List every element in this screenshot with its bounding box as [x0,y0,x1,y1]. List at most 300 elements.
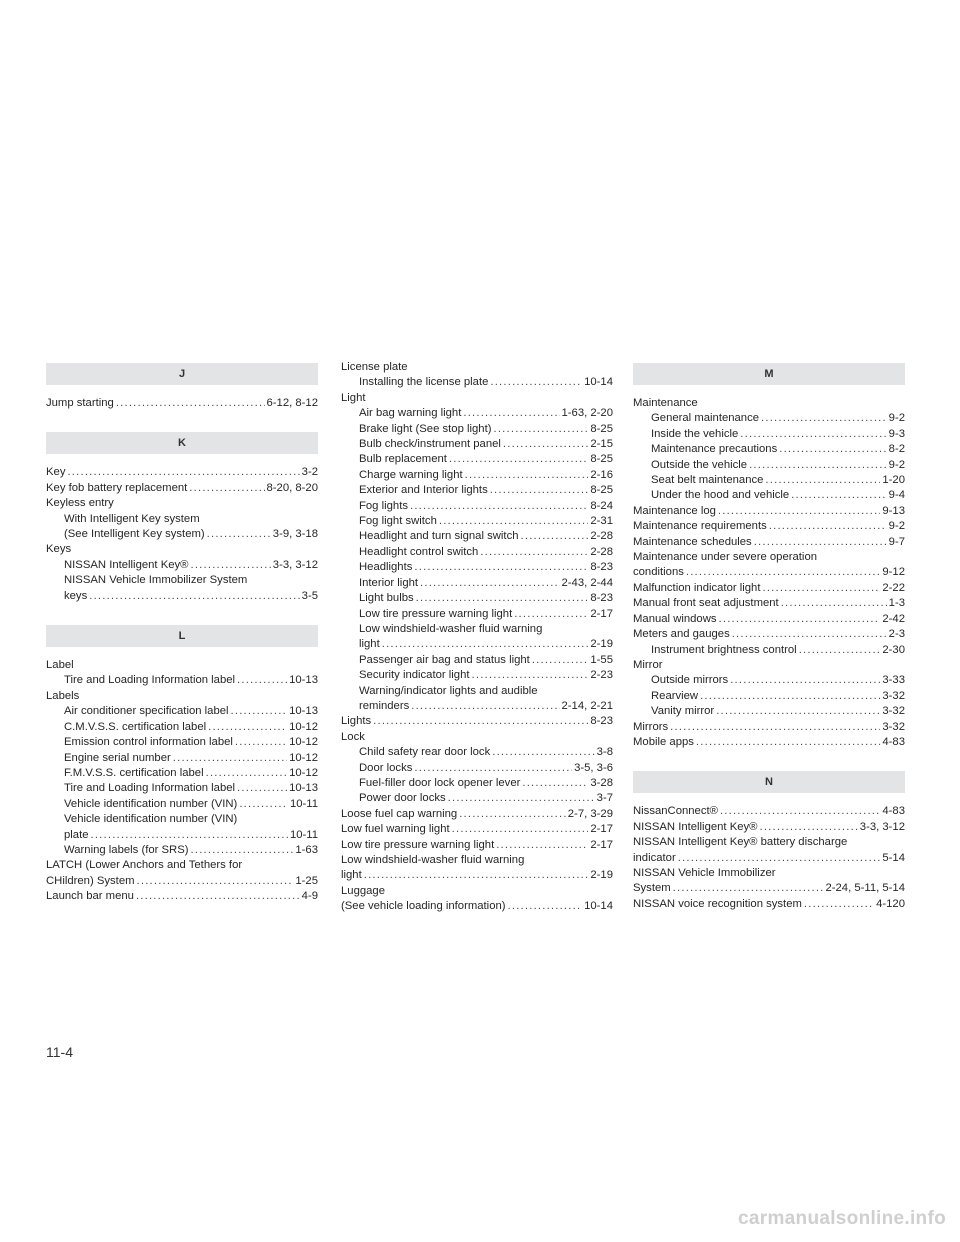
dot-leader [173,751,287,766]
index-entry-label: Labels [46,689,80,702]
watermark-text: carmanualsonline.info [738,1208,946,1229]
dot-leader [235,735,287,750]
index-subentry [341,406,613,421]
dot-leader [490,483,589,498]
dot-leader [465,468,589,483]
entry-text: Low fuel warning light [341,823,450,836]
entry-text: Door locks [359,761,413,774]
dot-leader [207,527,271,542]
index-entry-label: Keyless entry [46,497,114,510]
index-subentry [633,427,905,442]
dot-leader [416,591,589,606]
entry-page-ref: 8-23 [590,592,613,605]
dot-leader [116,396,265,411]
index-entry [633,612,905,627]
index-entry-label: Maintenance [633,397,698,409]
dot-leader [700,689,880,704]
index-entry [633,581,905,596]
dot-leader [492,745,594,760]
dot-leader [670,720,880,735]
dot-leader [490,375,582,390]
entry-page-ref: 10-13 [289,705,318,718]
entry-text: Manual windows [633,612,717,625]
index-entry-label: Low windshield-washer fluid warning [341,854,525,866]
index-subentry [341,776,613,791]
entry-text: Meters and gauges [633,628,730,641]
entry-page-ref: 3-8 [596,746,613,759]
entry-text: Engine serial number [64,751,171,764]
entry-text: Maintenance precautions [651,443,778,456]
index-subentry [341,468,613,483]
entry-page-ref: 4-120 [876,897,905,910]
dot-leader [414,560,588,575]
dot-leader [231,704,288,719]
entry-page-ref: 6-12, 8-12 [266,397,318,409]
index-subentry-label: Vehicle identification number (VIN) [64,813,238,826]
entry-page-ref: 3-28 [590,776,613,789]
entry-text: Vehicle identification number (VIN) [64,797,238,810]
dot-leader [716,704,880,719]
entry-text: Loose fuel cap warning [341,807,458,820]
dot-leader [439,514,589,529]
index-entry [633,627,905,642]
index-subentry-label: Warning/indicator lights and audible [359,684,538,697]
dot-leader [239,797,288,812]
entry-text: (See Intelligent Key system) [64,528,205,541]
dot-leader [480,545,588,560]
entry-page-ref: 8-25 [590,484,613,497]
entry-page-ref: 2-42 [882,612,905,625]
dot-leader [189,481,264,496]
entry-page-ref: 2-7, 3-29 [567,807,613,820]
dot-leader [762,581,880,596]
index-entry [341,868,613,883]
entry-text: Passenger air bag and status light [359,653,530,666]
index-entry [46,465,318,480]
entry-text: Outside mirrors [651,674,729,687]
index-letter-heading: K [46,432,318,454]
index-entry [633,519,905,534]
entry-page-ref: 1-25 [295,874,318,887]
entry-page-ref: 3-5 [301,589,318,602]
entry-text: Launch bar menu [46,890,134,903]
index-entry-label: Label [46,659,74,672]
entry-text: keys [64,589,88,602]
entry-text: NissanConnect® [633,805,718,818]
dot-leader [769,519,887,534]
entry-text: Emission control information label [64,736,233,749]
dot-leader [410,499,588,514]
entry-page-ref: 5-14 [882,851,905,864]
index-subentry [46,797,318,812]
entry-page-ref: 8-23 [590,561,613,574]
index-subentry [341,514,613,529]
entry-text: Security indicator light [359,669,470,682]
index-subentry [46,735,318,750]
index-subentry [46,781,318,796]
entry-page-ref: 2-17 [590,823,613,836]
index-entry-label: LATCH (Lower Anchors and Tethers for [46,859,243,872]
index-subentry [341,529,613,544]
entry-text: indicator [633,851,676,864]
entry-text: Under the hood and vehicle [651,489,790,502]
entry-page-ref: 3-32 [882,689,905,702]
entry-page-ref: 2-19 [590,869,613,882]
dot-leader [719,612,881,627]
entry-text: C.M.V.S.S. certification label [64,720,207,733]
index-entry-label: NISSAN Intelligent Key® battery discharge [633,836,848,849]
entry-page-ref: 1-55 [590,653,613,666]
entry-text: CHildren) System [46,874,135,887]
index-subentry [46,720,318,735]
index-subentry [46,828,318,843]
index-entry [46,874,318,889]
entry-text: Key [46,466,66,479]
entry-text: Seat belt maintenance [651,474,764,487]
index-entry [46,396,318,411]
index-column-middle [341,360,613,915]
dot-leader [791,488,887,503]
index-subentry [341,653,613,668]
entry-text: Instrument brightness control [651,643,797,656]
index-subentry [46,527,318,542]
entry-page-ref: 10-13 [289,674,318,687]
entry-text: Light bulbs [359,592,414,605]
entry-text: NISSAN Intelligent Key® [64,558,189,571]
index-entry [46,889,318,904]
entry-page-ref: 3-3, 3-12 [859,820,905,833]
entry-text: conditions [633,566,684,579]
entry-page-ref: 2-15 [590,438,613,451]
entry-text: Maintenance schedules [633,535,752,548]
dot-leader [208,720,287,735]
dot-leader [89,589,299,604]
dot-leader [522,776,588,791]
index-subentry [46,751,318,766]
dot-leader [364,868,589,883]
index-subentry [46,673,318,688]
index-subentry [633,488,905,503]
dot-leader [804,897,874,912]
index-subentry [633,704,905,719]
entry-page-ref: 8-25 [590,453,613,466]
dot-leader [91,828,288,843]
dot-leader [463,406,559,421]
entry-text: Mirrors [633,720,669,733]
index-entry [633,820,905,835]
index-entry-label: NISSAN Vehicle Immobilizer [633,866,776,879]
index-subentry [341,483,613,498]
dot-leader [382,637,589,652]
dot-leader [521,529,589,544]
entry-page-ref: 2-17 [590,607,613,620]
dot-leader [696,735,880,750]
entry-page-ref: 10-12 [289,736,318,749]
entry-text: Bulb check/instrument panel [359,438,501,451]
dot-leader [732,627,887,642]
index-subentry [341,791,613,806]
entry-page-ref: 3-9, 3-18 [272,528,318,541]
index-subentry [341,637,613,652]
entry-text: (See vehicle loading information) [341,900,506,913]
index-subentry-label: Low windshield-washer fluid warning [359,622,543,635]
entry-page-ref: 8-20, 8-20 [266,481,318,494]
entry-page-ref: 10-12 [289,720,318,733]
entry-page-ref: 9-12 [882,566,905,579]
index-subentry [341,761,613,776]
index-letter-heading: N [633,771,905,793]
entry-page-ref: 3-7 [596,792,613,805]
dot-leader [779,442,886,457]
entry-page-ref: 9-7 [888,535,905,548]
dot-leader [459,807,566,822]
entry-page-ref: 2-24, 5-11, 5-14 [825,882,905,895]
index-subentry [341,591,613,606]
page-number: 11-4 [46,1044,73,1060]
entry-text: Bulb replacement [359,453,447,466]
dot-leader [749,458,887,473]
entry-page-ref: 1-63, 2-20 [561,407,613,420]
index-entry [633,851,905,866]
entry-text: Vanity mirror [651,705,715,718]
dot-leader [448,791,595,806]
index-column-left [46,360,318,905]
entry-page-ref: 2-22 [882,581,905,594]
index-entry [633,735,905,750]
entry-page-ref: 2-3 [888,628,905,641]
index-subentry-label: NISSAN Vehicle Immobilizer System [64,574,248,587]
entry-text: reminders [359,699,410,712]
entry-text: Air bag warning light [359,407,462,420]
dot-leader [503,437,588,452]
dot-leader [678,851,881,866]
index-subentry [341,452,613,467]
dot-leader [420,576,559,591]
entry-text: Fuel-filler door lock opener lever [359,776,521,789]
entry-text: Interior light [359,576,419,589]
dot-leader [191,843,294,858]
entry-text: Brake light (See stop light) [359,422,492,435]
entry-text: Maintenance requirements [633,520,767,533]
entry-page-ref: 9-4 [888,489,905,502]
index-letter-heading: M [633,363,905,385]
section-gap [633,750,905,768]
index-subentry [633,458,905,473]
index-entry-label: Maintenance under severe operation [633,551,818,564]
entry-page-ref: 10-12 [289,766,318,779]
index-subentry [341,499,613,514]
index-entry-label: Luggage [341,884,385,897]
entry-page-ref: 4-9 [301,890,318,903]
index-subentry [46,558,318,573]
entry-text: Charge warning light [359,468,463,481]
section-gap [46,604,318,622]
index-entry-label: Light [341,391,366,404]
entry-page-ref: 2-16 [590,468,613,481]
dot-leader [373,714,588,729]
index-subentry [341,545,613,560]
entry-page-ref: 10-13 [289,782,318,795]
entry-text: Fog lights [359,499,408,512]
dot-leader [720,804,880,819]
dot-leader [765,473,880,488]
entry-page-ref: 8-25 [590,422,613,435]
entry-page-ref: 2-14, 2-21 [561,699,613,712]
entry-page-ref: 3-2 [301,466,318,479]
index-subentry-label: With Intelligent Key system [64,512,200,525]
entry-text: Maintenance log [633,504,716,517]
dot-leader [673,881,824,896]
entry-text: Mobile apps [633,735,694,748]
entry-text: Fog light switch [359,515,437,528]
entry-page-ref: 3-33 [882,674,905,687]
dot-leader [67,465,299,480]
entry-text: General maintenance [651,412,760,425]
entry-page-ref: 9-2 [888,458,905,471]
entry-text: Tire and Loading Information label [64,674,236,687]
entry-text: Low tire pressure warning light [359,607,513,620]
entry-text: light [359,638,380,651]
dot-leader [449,452,588,467]
index-subentry [341,576,613,591]
index-entry-label: Keys [46,543,72,556]
entry-page-ref: 9-2 [888,520,905,533]
dot-leader [761,411,887,426]
index-entry [633,720,905,735]
index-subentry [633,411,905,426]
index-entry-label: License plate [341,361,408,373]
entry-page-ref: 10-14 [584,900,613,913]
entry-text: plate [64,828,89,841]
index-subentry [46,843,318,858]
index-subentry [341,668,613,683]
dot-leader [740,427,886,442]
entry-text: Tire and Loading Information label [64,782,236,795]
dot-leader [414,761,572,776]
entry-text: Headlights [359,561,413,574]
index-entry [46,481,318,496]
dot-leader [496,838,588,853]
index-subentry [341,607,613,622]
entry-page-ref: 3-32 [882,705,905,718]
entry-page-ref: 2-31 [590,515,613,528]
entry-page-ref: 10-12 [289,751,318,764]
entry-text: Warning labels (for SRS) [64,843,189,856]
dot-leader [760,820,858,835]
index-entry [341,838,613,853]
entry-page-ref: 2-43, 2-44 [561,576,613,589]
dot-leader [237,673,287,688]
entry-page-ref: 4-83 [882,805,905,818]
dot-leader [686,565,881,580]
dot-leader [508,899,583,914]
entry-text: System [633,882,671,895]
index-subentry [341,560,613,575]
index-subentry [341,437,613,452]
entry-page-ref: 2-17 [590,838,613,851]
dot-leader [452,822,589,837]
entry-page-ref: 9-2 [888,412,905,425]
entry-page-ref: 2-19 [590,638,613,651]
entry-page-ref: 10-11 [289,828,318,841]
entry-text: Key fob battery replacement [46,481,188,494]
index-entry [341,899,613,914]
index-column-right [633,360,905,912]
index-subentry [46,704,318,719]
entry-text: Headlight control switch [359,545,479,558]
dot-leader [206,766,287,781]
index-subentry [633,442,905,457]
entry-text: Installing the license plate [359,376,489,389]
entry-page-ref: 2-28 [590,530,613,543]
index-letter-heading: L [46,625,318,647]
index-entry [633,535,905,550]
entry-text: Child safety rear door lock [359,746,491,759]
dot-leader [136,889,300,904]
entry-text: light [341,869,362,882]
entry-page-ref: 2-28 [590,545,613,558]
dot-leader [472,668,589,683]
index-entry [633,504,905,519]
entry-page-ref: 8-2 [888,443,905,456]
dot-leader [514,607,588,622]
entry-text: Power door locks [359,792,446,805]
index-entry [341,714,613,729]
dot-leader [494,422,589,437]
entry-text: Low tire pressure warning light [341,838,495,851]
entry-page-ref: 1-20 [882,474,905,487]
entry-text: Lights [341,715,372,728]
index-entry [633,881,905,896]
entry-page-ref: 9-3 [888,427,905,440]
index-letter-heading: J [46,363,318,385]
index-entry [633,804,905,819]
index-subentry [633,473,905,488]
entry-text: Outside the vehicle [651,458,748,471]
entry-page-ref: 3-5, 3-6 [574,761,613,774]
index-subentry [341,699,613,714]
entry-page-ref: 8-24 [590,499,613,512]
dot-leader [411,699,559,714]
entry-page-ref: 1-3 [888,597,905,610]
index-subentry [46,589,318,604]
entry-page-ref: 10-11 [289,797,318,810]
entry-page-ref: 8-23 [590,715,613,728]
entry-page-ref: 9-13 [882,504,905,517]
dot-leader [237,781,287,796]
index-entry [633,897,905,912]
entry-text: F.M.V.S.S. certification label [64,766,204,779]
entry-text: Jump starting [46,397,114,409]
index-entry [633,596,905,611]
entry-text: Inside the vehicle [651,427,739,440]
index-subentry [46,766,318,781]
index-entry [341,822,613,837]
section-gap [46,411,318,429]
entry-page-ref: 4-83 [882,735,905,748]
index-entry [633,565,905,580]
entry-page-ref: 2-23 [590,669,613,682]
entry-page-ref: 2-30 [882,643,905,656]
index-subentry [341,422,613,437]
entry-page-ref: 1-63 [295,843,318,856]
index-entry-label: Mirror [633,658,663,671]
entry-page-ref: 3-32 [882,720,905,733]
entry-text: Malfunction indicator light [633,581,761,594]
entry-page-ref: 10-14 [584,376,613,389]
entry-text: Air conditioner specification label [64,705,229,718]
entry-text: NISSAN Intelligent Key® [633,820,758,833]
